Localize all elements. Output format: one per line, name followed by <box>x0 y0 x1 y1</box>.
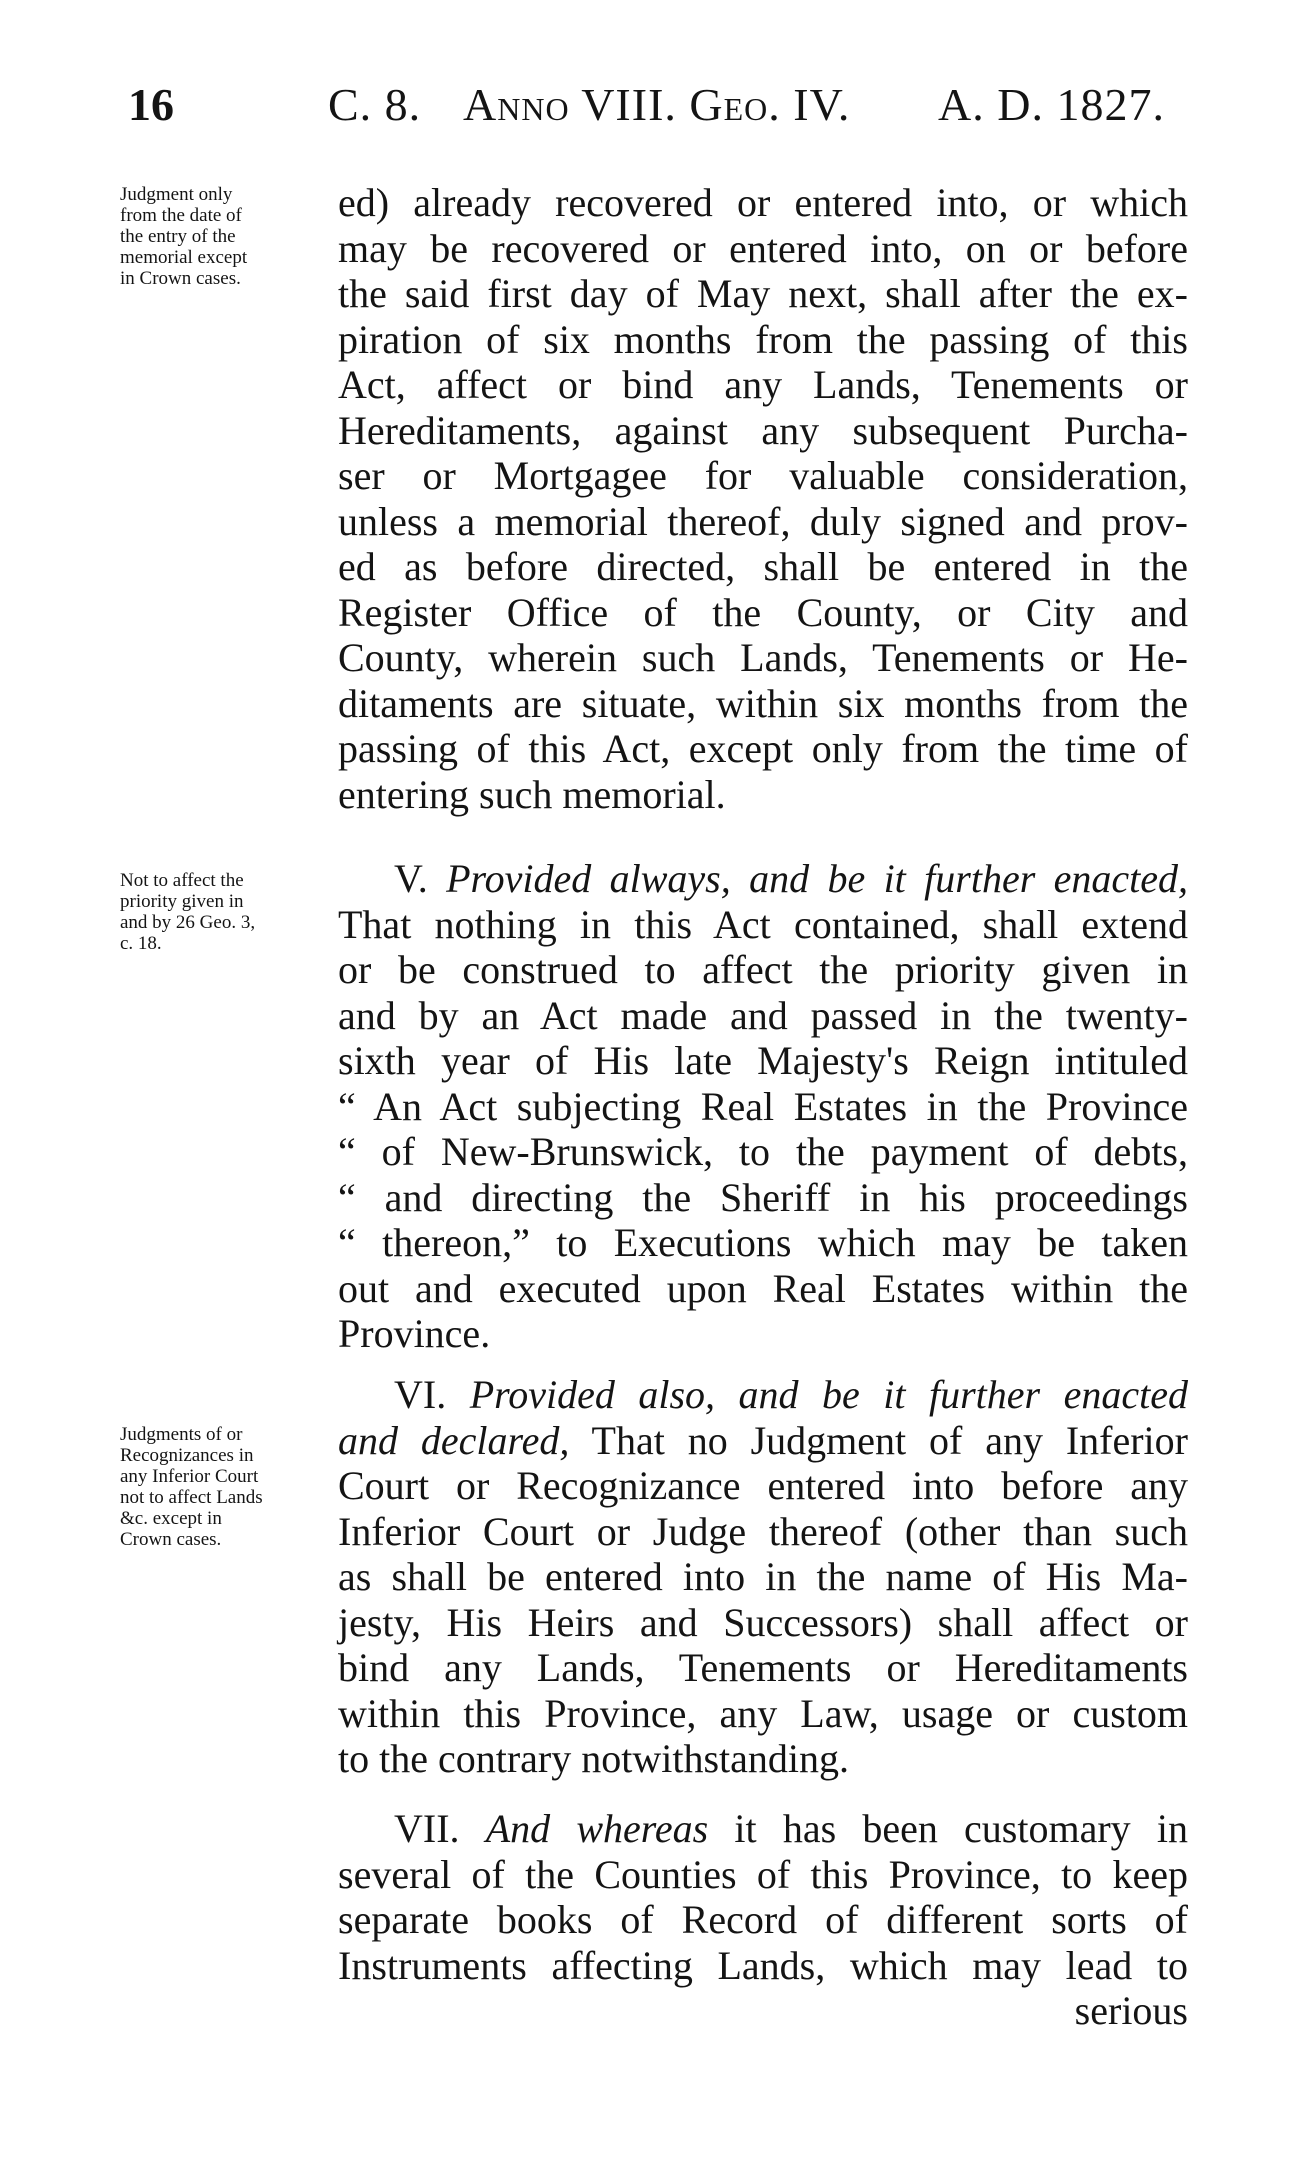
regnal-year: Anno VIII. Geo. IV. <box>463 79 851 130</box>
enacting-words: and declared, <box>338 1417 570 1463</box>
enacting-words: Provided also, and be it further enacted <box>469 1372 1188 1417</box>
text-line: may be recovered or entered into, on or before <box>338 225 1188 271</box>
marginal-note <box>120 1424 330 1550</box>
text-line: several of the Counties of this Province, to keep <box>338 1851 1188 1897</box>
catchword: serious <box>1074 1988 1188 2033</box>
section-number: V. <box>394 856 428 901</box>
section-body <box>338 1372 1188 1782</box>
page-number: 16 <box>128 79 174 130</box>
text-line: passing of this Act, except only from the time of <box>338 726 1188 771</box>
chapter-reference: C. 8. <box>328 79 422 130</box>
text-line: jesty, His Heirs and Successors) shall affect or <box>338 1599 1188 1645</box>
text-line: County, wherein such Lands, Tenements or He- <box>338 635 1188 680</box>
text-line: bind any Lands, Tenements or Hereditaments <box>338 1645 1188 1690</box>
marginal-note-line: priority given in <box>120 891 244 912</box>
text-line: ed as before directed, shall be entered in the <box>338 544 1188 589</box>
text-line <box>338 1418 1188 1464</box>
section-heading-line <box>338 856 1188 902</box>
text-line: separate books of Record of different sorts of <box>338 1897 1188 1942</box>
section-body <box>338 856 1188 1357</box>
marginal-note-line: &c. except in <box>120 1508 222 1529</box>
marginal-note <box>120 870 330 954</box>
marginal-note-line: Judgments of or <box>120 1424 243 1445</box>
section-body <box>338 180 1188 817</box>
text-line: Hereditaments, against any subsequent Purcha- <box>338 407 1188 453</box>
text-fragment: it has been customary in <box>734 1806 1188 1851</box>
text-line: Court or Recognizance entered into before any <box>338 1463 1188 1508</box>
text-line: “ of New-Brunswick, to the payment of debts, <box>338 1129 1188 1174</box>
marginal-note-line: any Inferior Court <box>120 1466 259 1487</box>
text-line: as shall be entered into in the name of His Ma- <box>338 1554 1188 1599</box>
marginal-note-line: not to affect Lands <box>120 1487 263 1508</box>
enacting-words: Provided always, and be it further enacted, <box>446 856 1189 901</box>
marginal-note-line: memorial except <box>120 247 248 268</box>
intro-words: And whereas <box>485 1806 709 1851</box>
section-heading-line <box>338 1372 1188 1418</box>
text-line: Act, affect or bind any Lands, Tenements or <box>338 362 1188 407</box>
marginal-note-line: Crown cases. <box>120 1529 222 1550</box>
text-line: or be construed to affect the priority given in <box>338 947 1188 992</box>
text-line: unless a memorial thereof, duly signed and prov- <box>338 498 1188 544</box>
text-line: ser or Mortgagee for valuable consideration, <box>338 453 1188 498</box>
text-line: Register Office of the County, or City and <box>338 589 1188 635</box>
text-line: the said first day of May next, shall after the ex- <box>338 271 1188 316</box>
section-heading-line <box>338 1806 1188 1852</box>
text-line: That nothing in this Act contained, shall extend <box>338 901 1188 947</box>
section-body <box>338 1806 1188 2034</box>
section-number: VII. <box>394 1806 460 1851</box>
text-line: within this Province, any Law, usage or custom <box>338 1690 1188 1736</box>
text-line: piration of six months from the passing of this <box>338 316 1188 362</box>
marginal-note <box>120 184 330 289</box>
text-line: entering such memorial. <box>338 771 726 817</box>
running-header <box>118 78 1208 148</box>
text-line: out and executed upon Real Estates within the <box>338 1265 1188 1311</box>
text-line: ed) already recovered or entered into, or which <box>338 180 1188 225</box>
marginal-note-line: Judgment only <box>120 184 233 205</box>
marginal-note-line: and by 26 Geo. 3, <box>120 912 256 933</box>
text-line: Province. <box>338 1311 491 1356</box>
marginal-note-line: c. 18. <box>120 933 162 954</box>
marginal-note-line: Not to affect the <box>120 870 244 891</box>
marginal-note-line: from the date of <box>120 205 242 226</box>
text-line: Instruments affecting Lands, which may lead to <box>338 1942 1188 1988</box>
marginal-note-line: Recognizances in <box>120 1445 254 1466</box>
calendar-year: A. D. 1827. <box>938 79 1165 130</box>
text-line: ditaments are situate, within six months from the <box>338 680 1188 726</box>
marginal-note-line: the entry of the <box>120 226 236 247</box>
text-line: “ An Act subjecting Real Estates in the Province <box>338 1083 1188 1129</box>
text-line: to the contrary notwithstanding. <box>338 1736 850 1781</box>
text-line: Inferior Court or Judge thereof (other than such <box>338 1508 1188 1554</box>
text-line: sixth year of His late Majesty's Reign intituled <box>338 1038 1188 1083</box>
text-line: and by an Act made and passed in the twenty- <box>338 992 1188 1038</box>
text-fragment: That no Judgment of any Inferior <box>591 1417 1188 1463</box>
text-line: “ and directing the Sheriff in his proceedings <box>338 1174 1188 1220</box>
text-line: “ thereon,” to Executions which may be taken <box>338 1220 1188 1265</box>
section-number: VI. <box>394 1372 447 1417</box>
marginal-note-line: in Crown cases. <box>120 268 241 289</box>
